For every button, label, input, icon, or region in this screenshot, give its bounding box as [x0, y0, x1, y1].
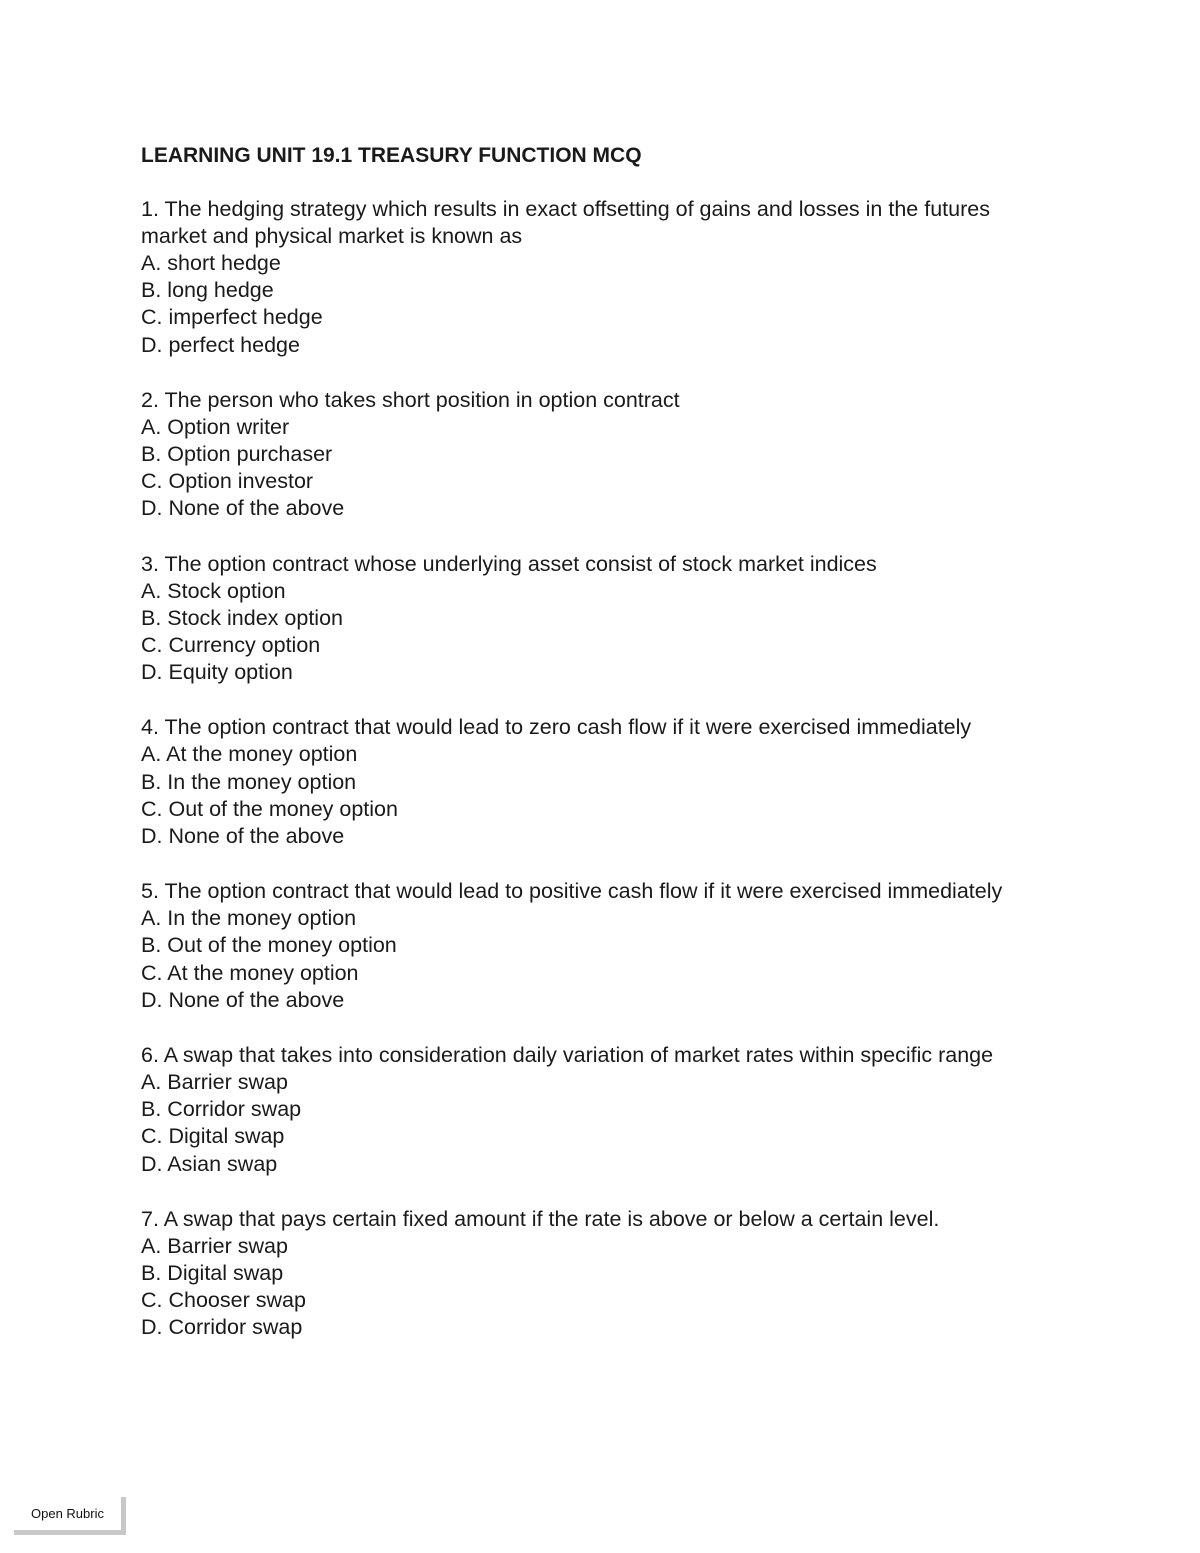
option-item: A. Barrier swap — [141, 1233, 288, 1258]
option-item: D. Asian swap — [141, 1151, 278, 1176]
question-7 — [141, 1206, 1059, 1342]
page-title: LEARNING UNIT 19.1 TREASURY FUNCTION MCQ — [141, 144, 642, 167]
question-1 — [141, 196, 1059, 359]
option-list — [141, 250, 1059, 359]
option-item: C. Chooser swap — [141, 1288, 306, 1313]
question-6 — [141, 1042, 1059, 1178]
document-content — [141, 142, 1059, 1370]
option-item: A. At the money option — [141, 742, 358, 767]
option-item: A. Option writer — [141, 414, 290, 439]
option-list — [141, 578, 1059, 687]
question-stem: 6. A swap that takes into consideration daily variation of market rates within specific range — [141, 1043, 994, 1068]
option-item: C. imperfect hedge — [141, 305, 323, 330]
question-stem: 2. The person who takes short position in option contract — [141, 387, 680, 412]
option-item: A. Barrier swap — [141, 1070, 288, 1095]
option-item: B. Option purchaser — [141, 442, 333, 467]
open-rubric-button[interactable]: Open Rubric — [14, 1497, 126, 1535]
question-stem: 7. A swap that pays certain fixed amount if the rate is above or below a certain level. — [141, 1206, 940, 1231]
option-item: A. short hedge — [141, 251, 281, 275]
option-list — [141, 741, 1059, 850]
question-5 — [141, 878, 1059, 1014]
option-item: D. Corridor swap — [141, 1315, 303, 1340]
option-list — [141, 905, 1059, 1014]
option-item: D. Equity option — [141, 660, 293, 685]
option-item: B. long hedge — [141, 278, 274, 303]
question-2 — [141, 387, 1059, 523]
option-item: B. In the money option — [141, 769, 357, 794]
option-item: C. Digital swap — [141, 1124, 285, 1149]
option-item: D. perfect hedge — [141, 332, 300, 357]
option-item: C. Option investor — [141, 469, 314, 494]
option-item: D. None of the above — [141, 987, 345, 1012]
option-item: B. Corridor swap — [141, 1097, 302, 1122]
option-item: D. None of the above — [141, 824, 345, 849]
question-stem: 4. The option contract that would lead to zero cash flow if it were exercised immediately — [141, 715, 972, 740]
option-item: C. Out of the money option — [141, 796, 398, 821]
question-stem: 1. The hedging strategy which results in exact offsetting of gains and losses in the futures market and physical market is known as — [141, 197, 990, 248]
option-item: C. Currency option — [141, 633, 321, 658]
option-item: C. At the money option — [141, 960, 359, 985]
option-item: A. Stock option — [141, 578, 286, 603]
option-list — [141, 414, 1059, 523]
option-item: B. Digital swap — [141, 1261, 284, 1286]
question-3 — [141, 551, 1059, 687]
question-stem: 3. The option contract whose underlying asset consist of stock market indices — [141, 551, 877, 576]
option-item: A. In the money option — [141, 906, 357, 931]
question-stem: 5. The option contract that would lead to positive cash flow if it were exercised immediately — [141, 879, 1003, 904]
option-item: B. Out of the money option — [141, 933, 397, 958]
option-list — [141, 1233, 1059, 1342]
option-item: D. None of the above — [141, 496, 345, 521]
question-4 — [141, 714, 1059, 850]
option-item: B. Stock index option — [141, 605, 343, 630]
option-list — [141, 1069, 1059, 1178]
